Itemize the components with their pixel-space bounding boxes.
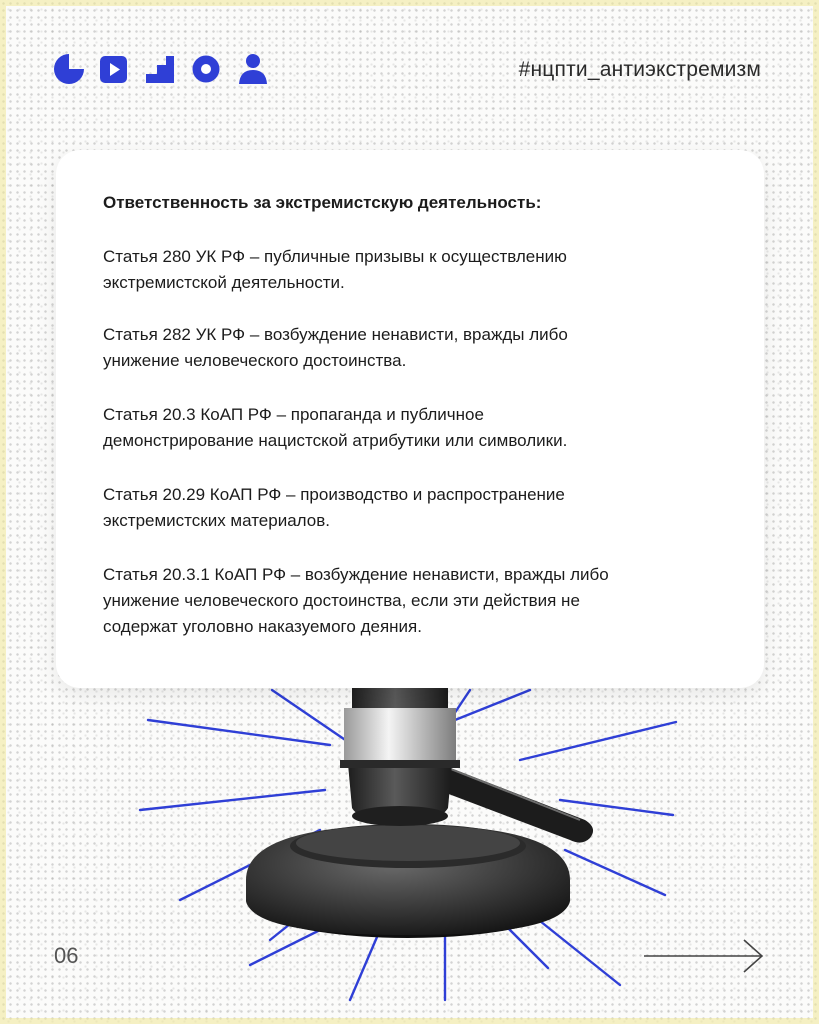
article-282 xyxy=(103,322,723,374)
article-line: унижение человеческого достоинства, если эти действия не xyxy=(103,591,580,610)
article-line: Статья 20.29 КоАП РФ – производство и распространение xyxy=(103,485,565,504)
hashtag: #нцпти_антиэкстремизм xyxy=(518,58,761,81)
sunburst-rays xyxy=(140,690,676,1000)
article-line: содержат уголовно наказуемого деяния. xyxy=(103,617,422,636)
article-line: экстремистских материалов. xyxy=(103,511,330,530)
article-line: Статья 280 УК РФ – публичные призывы к осуществлению xyxy=(103,247,567,266)
steps-icon xyxy=(146,56,174,83)
article-line: Статья 20.3 КоАП РФ – пропаганда и публичное xyxy=(103,405,484,424)
article-280 xyxy=(103,244,723,296)
article-20-3-1 xyxy=(103,562,723,640)
article-line: демонстрирование нацистской атрибутики или символики. xyxy=(103,431,568,450)
page-number: 06 xyxy=(54,943,79,968)
person-icon xyxy=(239,54,267,84)
article-20-3 xyxy=(103,402,723,454)
article-line: Статья 20.3.1 КоАП РФ – возбуждение ненависти, вражды либо xyxy=(103,565,609,584)
brand-logo xyxy=(54,54,270,84)
play-square-icon xyxy=(100,56,127,83)
arrow-right-icon[interactable] xyxy=(640,938,766,974)
article-20-29 xyxy=(103,482,723,534)
article-line: экстремистской деятельности. xyxy=(103,273,345,292)
responsibility-card xyxy=(56,150,764,688)
ring-icon xyxy=(193,56,220,83)
article-line: унижение человеческого достоинства. xyxy=(103,351,407,370)
article-line: Статья 282 УК РФ – возбуждение ненависти, вражды либо xyxy=(103,325,568,344)
half-circle-icon xyxy=(54,54,84,84)
card-title: Ответственность за экстремистскую деятельность: xyxy=(103,193,542,212)
